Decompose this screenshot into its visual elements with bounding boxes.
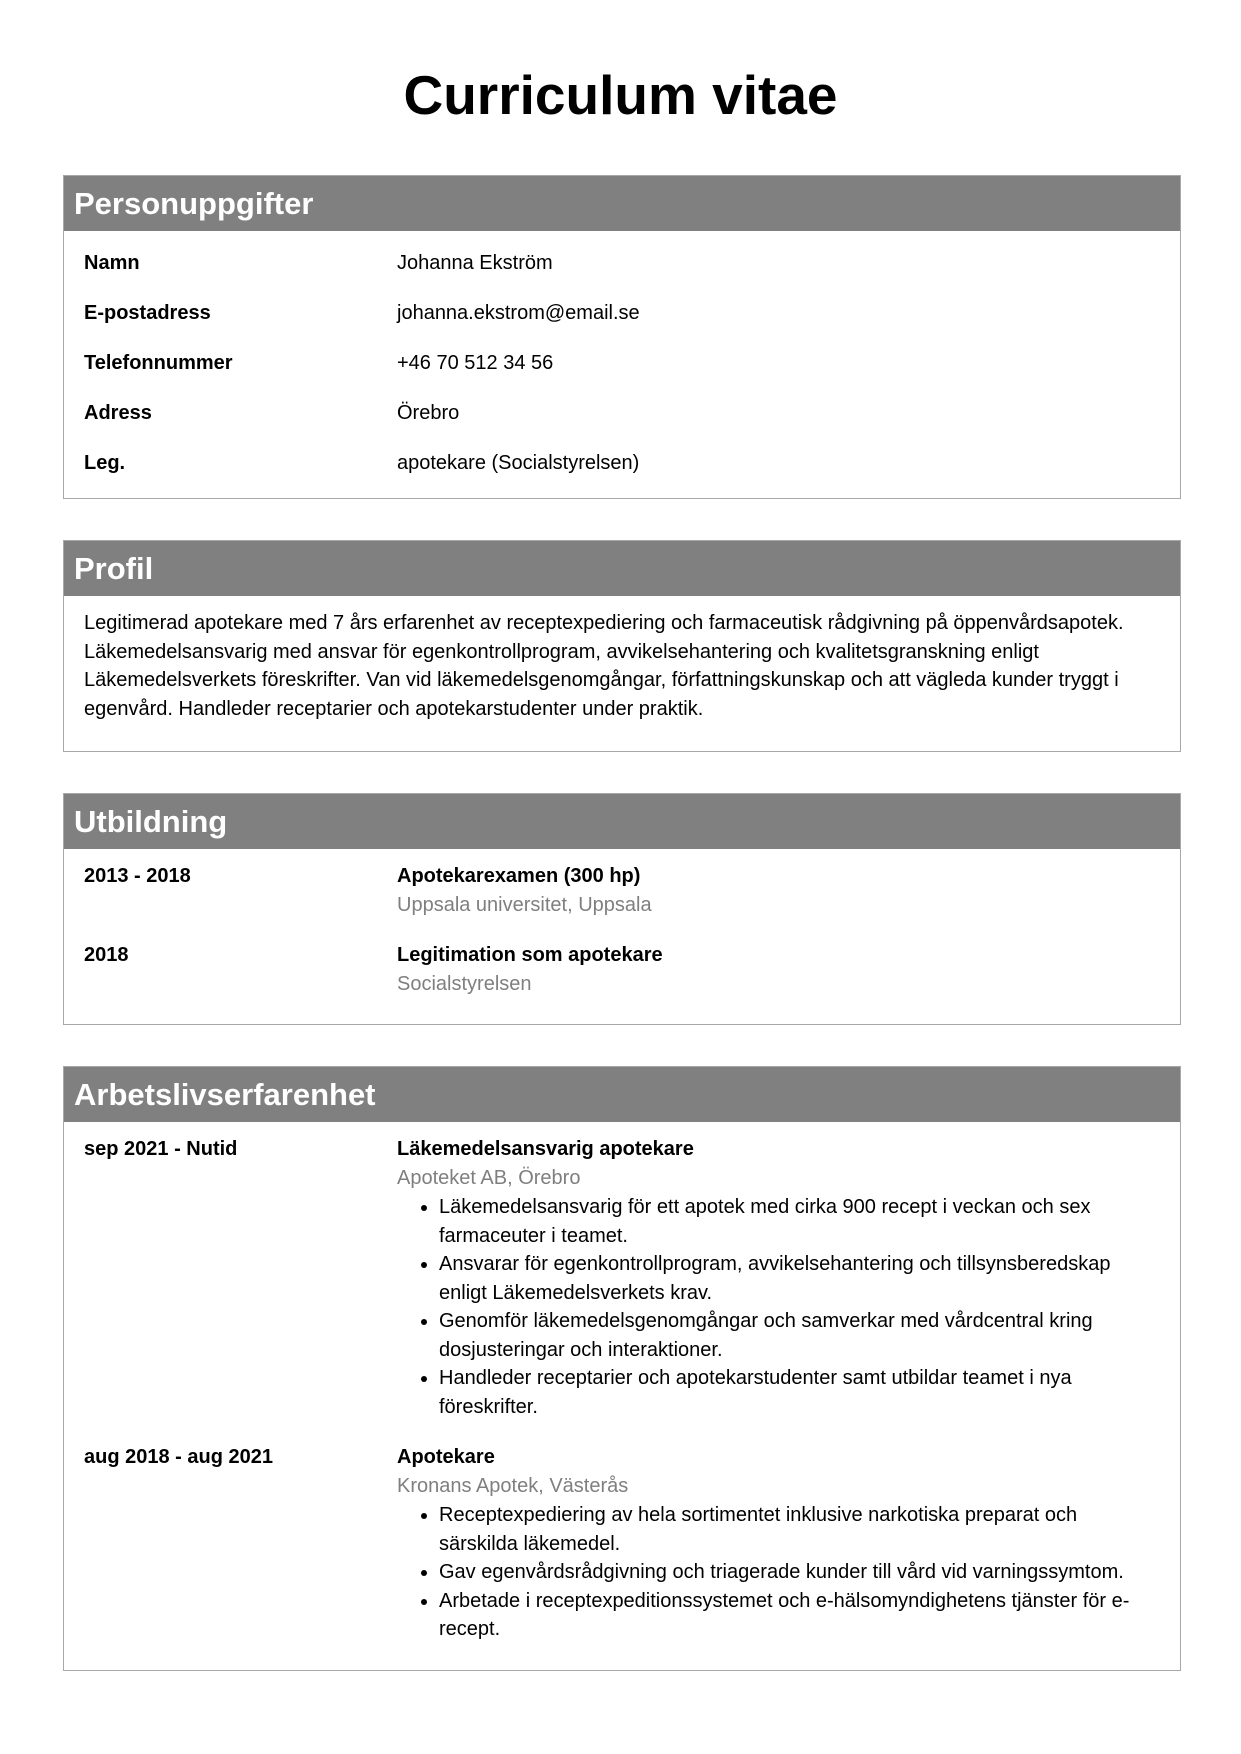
bullet-item: • Arbetade i receptexpeditionssystemet och e-hälsomyndighetens tjänster för e-recept. <box>439 1587 1160 1644</box>
info-value: Örebro <box>397 402 460 424</box>
personal-heading: Personuppgifter <box>64 176 1180 231</box>
entry-title: Apotekarexamen (300 hp) <box>397 865 641 887</box>
entry-title: Apotekare <box>397 1446 495 1468</box>
entry-date: aug 2018 - aug 2021 <box>84 1446 273 1468</box>
entry-subtitle: Apoteket AB, Örebro <box>397 1167 581 1189</box>
info-row-license <box>84 449 1160 499</box>
info-row-name <box>84 249 1160 299</box>
bullet-list <box>397 1501 1160 1644</box>
info-label: Adress <box>84 402 152 424</box>
page-title: Curriculum vitae <box>403 64 838 126</box>
bullet-item: • Gav egenvårdsrådgivning och triagerade kunder till vård vid varningssymtom. <box>439 1558 1160 1587</box>
bullet-item: • Genomför läkemedelsgenomgångar och samverkar med vårdcentral kring dosjusteringar och interaktioner. <box>439 1307 1160 1364</box>
info-label: E-postadress <box>84 302 211 324</box>
profile-section <box>63 540 1181 752</box>
entry-subtitle: Socialstyrelsen <box>397 973 532 995</box>
entry-title: Läkemedelsansvarig apotekare <box>397 1138 694 1160</box>
info-label: Leg. <box>84 452 126 474</box>
info-label: Telefonnummer <box>84 352 233 374</box>
info-value: Johanna Ekström <box>397 252 553 274</box>
education-entry <box>84 862 1160 920</box>
entry-date: 2018 <box>84 944 129 966</box>
info-value: johanna.ekstrom@email.se <box>397 302 640 324</box>
entry-date: sep 2021 - Nutid <box>84 1138 238 1160</box>
experience-entry <box>84 1443 1160 1644</box>
bullet-item: • Läkemedelsansvarig för ett apotek med cirka 900 recept i veckan och sex farmaceuter i teamet. <box>439 1193 1160 1250</box>
entry-title: Legitimation som apotekare <box>397 944 663 966</box>
entry-subtitle: Uppsala universitet, Uppsala <box>397 894 652 916</box>
education-heading: Utbildning <box>64 794 1180 849</box>
experience-section <box>63 1066 1181 1671</box>
education-entry <box>84 941 1160 999</box>
info-row-address <box>84 399 1160 449</box>
info-row-email <box>84 299 1160 349</box>
personal-section <box>63 175 1181 499</box>
bullet-item: • Handleder receptarier och apotekarstudenter samt utbildar teamet i nya föreskrifter. <box>439 1364 1160 1421</box>
info-label: Namn <box>84 252 140 274</box>
entry-date: 2013 - 2018 <box>84 865 191 887</box>
profile-text: Legitimerad apotekare med 7 års erfarenhet av receptexpediering och farmaceutisk rådgivning på öppenvårdsapotek. Läkemedelsansvarig med ansvar för egenkontrollprogram, avvikelsehantering och kvalitetsgranskning enligt Läkemedelsverkets föreskrifter. Van vid läkemedelsgenomgångar, författningskunskap och att vägleda kunder tryggt i egenvård. Handleder receptarier och apotekarstudenter under praktik. <box>84 612 1124 720</box>
bullet-item: • Receptexpediering av hela sortimentet inklusive narkotiska preparat och särskilda läkemedel. <box>439 1501 1160 1558</box>
experience-heading: Arbetslivserfarenhet <box>64 1067 1180 1122</box>
education-section <box>63 793 1181 1025</box>
bullet-list <box>397 1193 1160 1421</box>
info-value: +46 70 512 34 56 <box>397 352 554 374</box>
info-row-phone <box>84 349 1160 399</box>
profile-heading: Profil <box>64 541 1180 596</box>
info-value: apotekare (Socialstyrelsen) <box>397 452 640 474</box>
bullet-item: • Ansvarar för egenkontrollprogram, avvikelsehantering och tillsynsberedskap enligt Läkemedelsverkets krav. <box>439 1250 1160 1307</box>
experience-entry <box>84 1135 1160 1421</box>
entry-subtitle: Kronans Apotek, Västerås <box>397 1475 629 1497</box>
